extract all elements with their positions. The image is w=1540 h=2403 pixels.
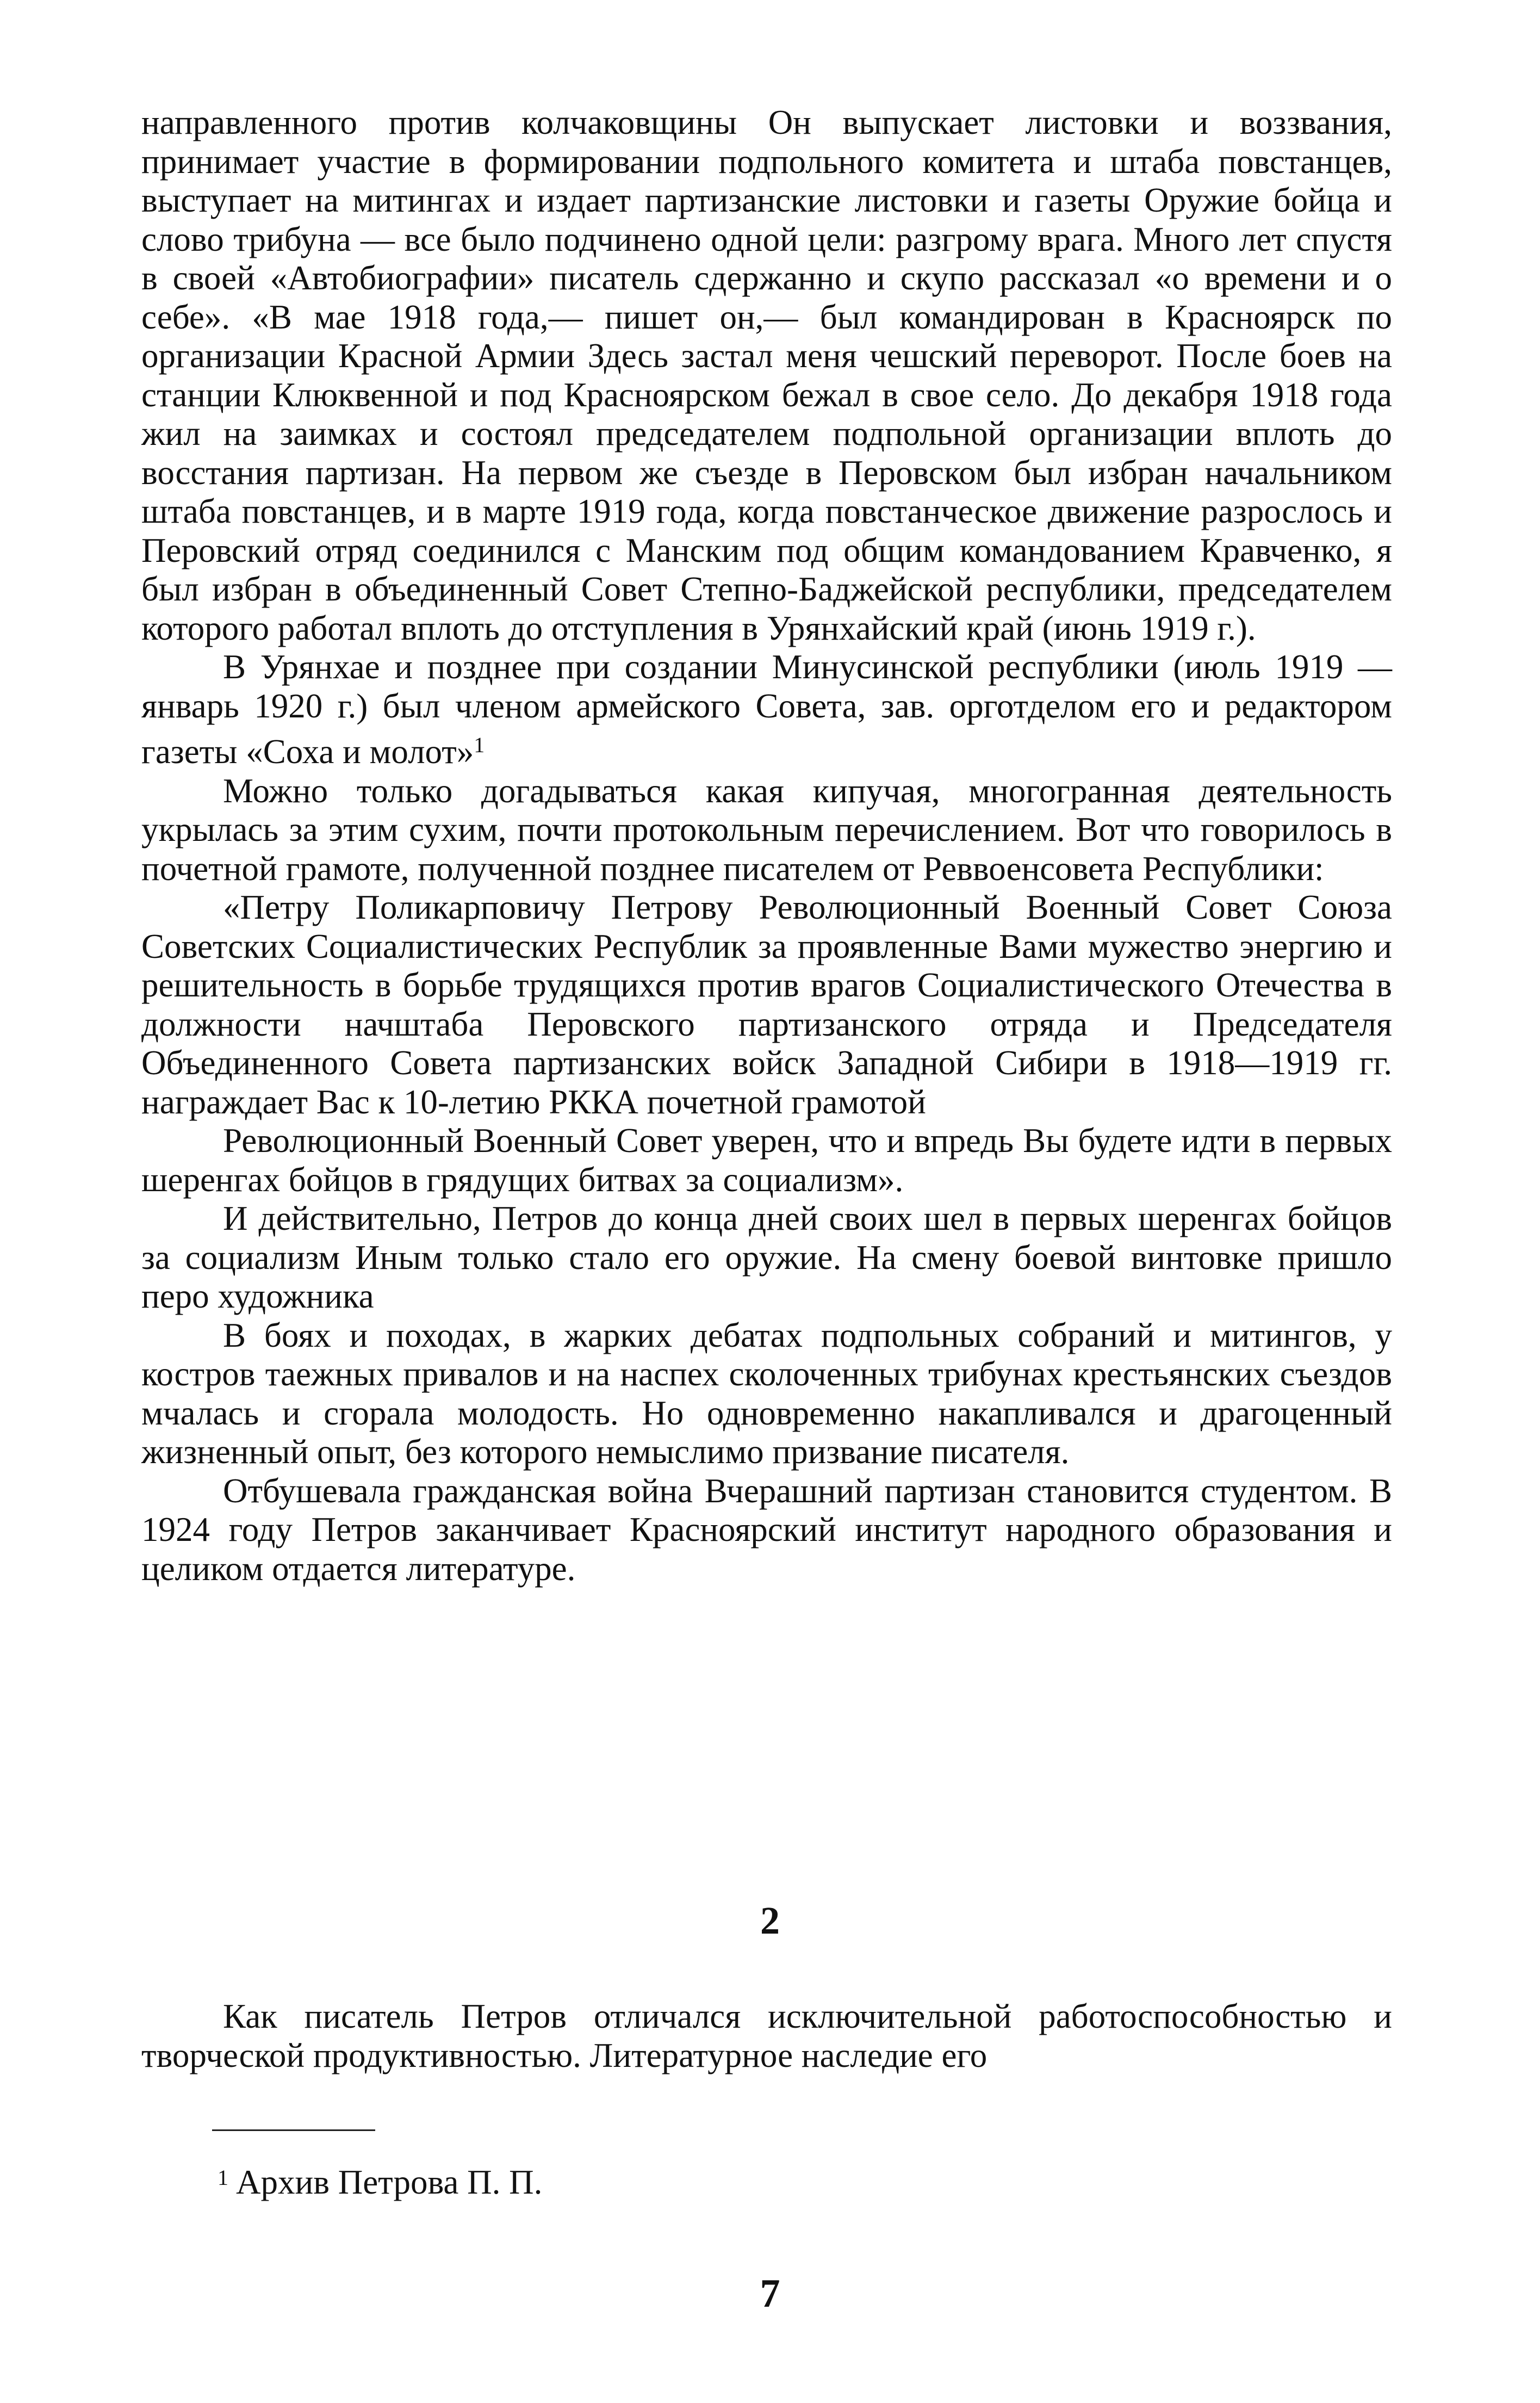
paragraph-5-quote: Революционный Военный Совет уверен, что и впредь Вы будете идти в первых шеренгах бойцов в грядущих битвах за социализм».	[141, 1122, 1392, 1199]
section-2-paragraph: Как писатель Петров отличался исключительной работоспособностью и творческой продуктивностью. Литературное наследие его	[141, 1997, 1392, 2074]
paragraph-7: В боях и походах, в жарких дебатах подпольных собраний и митингов, у костров таежных привалов и на наспех сколоченных трибунах крестьянских съездов мчалась и сгорала молодость. Но одновременно накапливался и драгоценный жизненный опыт, без которого немыслимо призвание писателя.	[141, 1316, 1392, 1471]
paragraph-4-quote: «Петру Поликарповичу Петрову Революционный Военный Совет Союза Советских Социалистических Республик за проявленные Вами мужество энергию и решительность в борьбе трудящихся против врагов Социалистического Отечества в должности начштаба Перовского партизанского отряда и Председателя Объединенного Совета партизанских войск Западной Сибири в 1918—1919 гг. награждает Вас к 10-летию РККА почетной грамотой	[141, 888, 1392, 1121]
footnote-text: Архив Петрова П. П.	[236, 2163, 543, 2201]
paragraph-3: Можно только догадываться какая кипучая, многогранная деятельность укрылась за этим сухим, почти протокольным перечислением. Вот что говорилось в почетной грамоте, полученной позднее писателем от Реввоенсовета Республики:	[141, 771, 1392, 888]
section-number: 2	[760, 1899, 780, 1942]
footnote-reference: 1	[474, 733, 485, 757]
footnote	[218, 2158, 542, 2202]
paragraph-2-text: В Урянхае и позднее при создании Минусинской республики (июль 1919 — январь 1920 г.) был членом армейского Совета, зав. орготделом его и редактором газеты «Соха и молот»	[141, 648, 1392, 771]
paragraph-1: направленного против колчаковщины Он выпускает листовки и воззвания, принимает участие в формировании подпольного комитета и штаба повстанцев, выступает на митингах и издает партизанские листовки и газеты Оружие бойца и слово трибуна — все было подчинено одной цели: разгрому врага. Много лет спустя в своей «Автобиографии» писатель сдержанно и скупо рассказал «о времени и о себе». «В мае 1918 года,— пишет он,— был командирован в Красноярск по организации Красной Армии Здесь застал меня чешский переворот. После боев на станции Клюквенной и под Красноярском бежал в свое село. До декабря 1918 года жил на заимках и состоял председателем подпольной организации вплоть до восстания партизан. На первом же съезде в Перовском был избран начальником штаба повстанцев, и в марте 1919 года, когда повстанческое движение разрослось и Перовский отряд соединился с Манским под общим командованием Кравченко, я был избран в объединенный Совет Степно-Баджейской республики, председателем которого работал вплоть до отступления в Урянхайский край (июнь 1919 г.).	[141, 103, 1392, 647]
main-text	[141, 103, 1392, 1588]
paragraph-2	[141, 648, 1392, 772]
paragraph-6: И действительно, Петров до конца дней своих шел в первых шеренгах бойцов за социализм Иным только стало его оружие. На смену боевой винтовке пришло перо художника	[141, 1199, 1392, 1315]
footnote-marker: 1	[218, 2165, 228, 2190]
footnote-divider	[212, 2129, 375, 2131]
paragraph-8: Отбушевала гражданская война Вчерашний партизан становится студентом. В 1924 году Петров заканчивает Красноярский институт народного образования и целиком отдается литературе.	[141, 1471, 1392, 1588]
page-number: 7	[760, 2271, 780, 2316]
section-2-text	[141, 1997, 1392, 2075]
